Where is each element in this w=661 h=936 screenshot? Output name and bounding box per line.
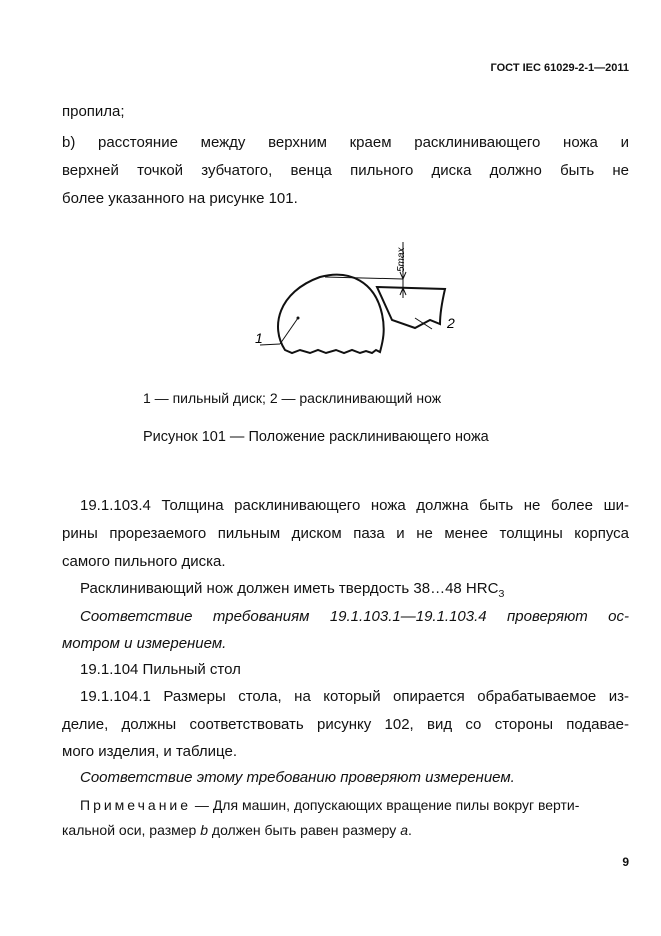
note-text: должен быть равен размеру bbox=[208, 822, 401, 838]
dimension-label: 5max bbox=[396, 247, 407, 272]
paragraph: Соответствие требованиям 19.1.103.1—19.1.103.4 проверяют ос- bbox=[80, 608, 629, 625]
paragraph: мого изделия, и таблице. bbox=[62, 743, 237, 760]
saw-disk-shape bbox=[278, 275, 384, 353]
leader-1-tail bbox=[260, 344, 280, 345]
figure-legend: 1 — пильный диск; 2 — расклинивающий нож bbox=[143, 390, 442, 406]
leader-1 bbox=[280, 318, 298, 344]
paragraph: рины прорезаемого пильным диском паза и не менее толщины корпуса bbox=[62, 525, 629, 542]
section-heading: 19.1.104 Пильный стол bbox=[80, 661, 241, 678]
paragraph: пропила; bbox=[62, 103, 125, 120]
paragraph: Соответствие этому требованию проверяют измерением. bbox=[80, 769, 515, 786]
hardness-text: Расклинивающий нож должен иметь твердость 38…48 HRC bbox=[80, 580, 499, 597]
label-2: 2 bbox=[447, 315, 455, 331]
riving-knife-shape bbox=[377, 287, 445, 328]
note-text: — Для машин, допускающих вращение пилы вокруг верти- bbox=[191, 797, 580, 813]
var-a: a bbox=[400, 822, 408, 838]
paragraph: делие, должны соответствовать рисунку 102, вид со стороны подавае- bbox=[62, 716, 629, 733]
note-label: Примечание bbox=[80, 797, 192, 813]
paragraph: b) расстояние между верхним краем расклинивающего ножа и bbox=[62, 134, 629, 151]
paragraph: верхней точкой зубчатого, венца пильного диска должно быть не bbox=[62, 162, 629, 179]
hardness-subscript: З bbox=[498, 589, 505, 600]
note-text: . bbox=[408, 822, 412, 838]
label-1: 1 bbox=[255, 330, 263, 346]
note bbox=[80, 791, 629, 819]
paragraph: 19.1.104.1 Размеры стола, на который опирается обрабатываемое из- bbox=[80, 688, 629, 705]
top-line bbox=[325, 277, 403, 279]
paragraph: более указанного на рисунке 101. bbox=[62, 190, 298, 207]
note-continuation bbox=[62, 816, 629, 844]
note-text: кальной оси, размер bbox=[62, 822, 201, 838]
document-header: ГОСТ IEC 61029-2-1—2011 bbox=[490, 62, 629, 74]
paragraph: мотром и измерением. bbox=[62, 635, 227, 652]
paragraph: самого пильного диска. bbox=[62, 553, 226, 570]
figure-caption: Рисунок 101 — Положение расклинивающего ножа bbox=[143, 429, 489, 445]
var-b: b bbox=[200, 822, 209, 838]
page-number: 9 bbox=[622, 855, 629, 869]
figure-riving-knife bbox=[240, 232, 460, 362]
paragraph: 19.1.103.4 Толщина расклинивающего ножа должна быть не более ши- bbox=[80, 497, 629, 514]
